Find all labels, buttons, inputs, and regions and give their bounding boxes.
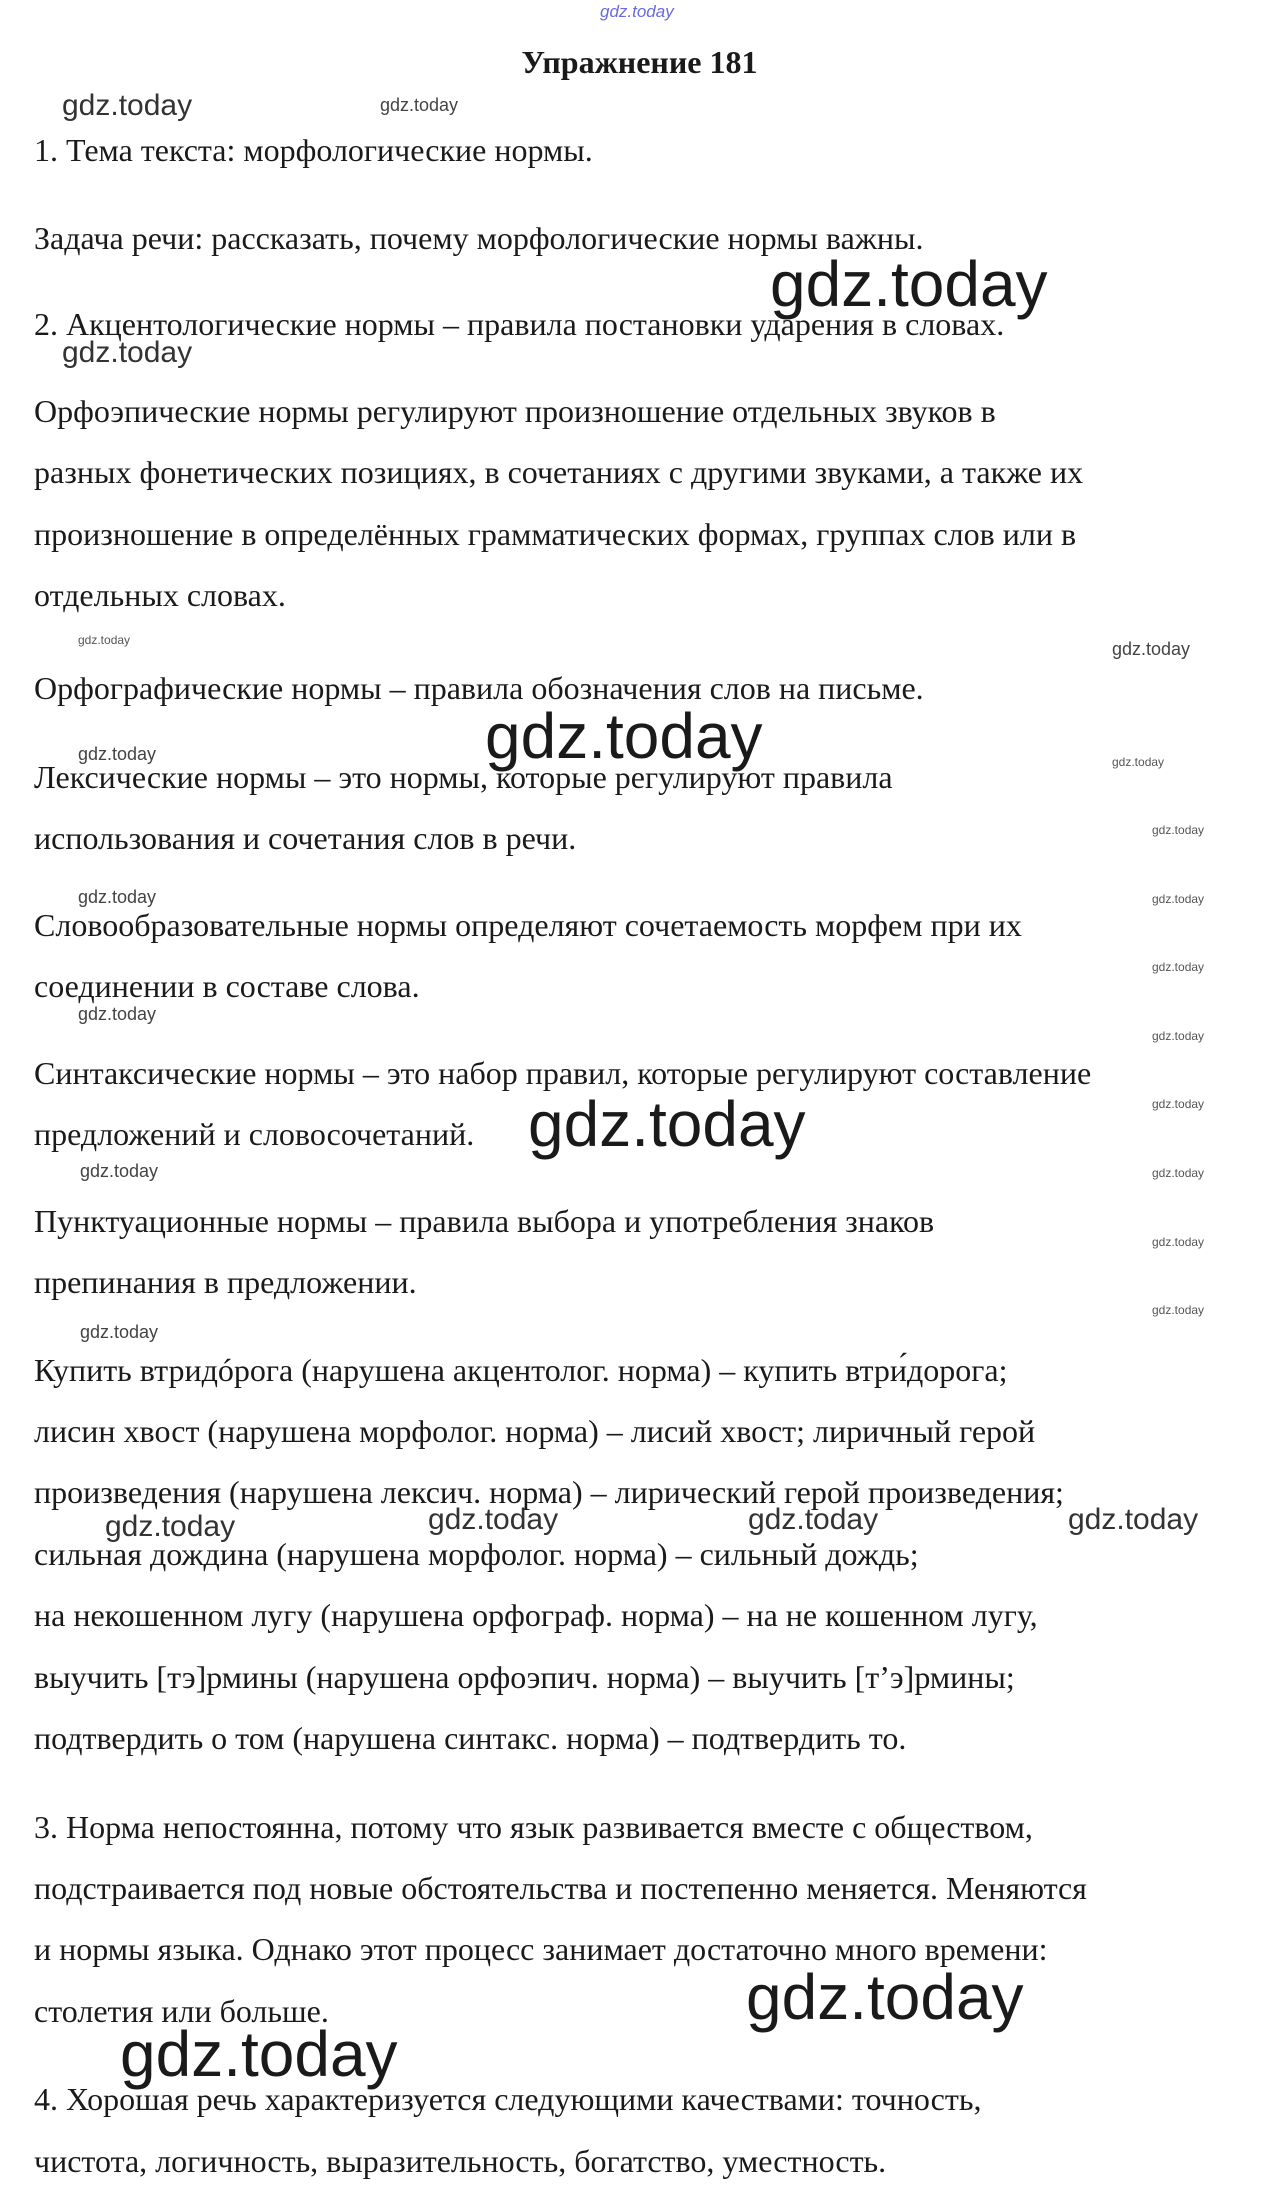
watermark: gdz.today [78,633,131,647]
text-line: Синтаксические нормы – это набор правил, которые регулируют составление [34,1055,1092,1091]
watermark: gdz.today [1152,892,1205,906]
watermark: gdz.today [1152,1029,1205,1043]
watermark: gdz.today [1152,960,1205,974]
text-line: подтвердить о том (нарушена синтакс. норма) – подтвердить то. [34,1720,907,1756]
watermark: gdz.today [1152,1166,1205,1180]
text-line: Орфографические нормы – правила обозначения слов на письме. [34,670,924,706]
watermark: gdz.today [105,1510,236,1543]
watermark: gdz.today [428,1503,559,1536]
text-line: чистота, логичность, выразительность, богатство, уместность. [34,2143,887,2179]
watermark: gdz.today [1068,1503,1199,1536]
watermark: gdz.today [80,1161,159,1181]
exercise-title: Упражнение 181 [521,44,758,80]
text-line: подстраивается под новые обстоятельства и постепенно меняется. Меняются [34,1870,1087,1906]
text-line: произведения (нарушена лексич. норма) – лирический герой произведения; [34,1474,1064,1510]
watermark: gdz.today [485,700,763,772]
text-line: столетия или больше. [34,1993,329,2029]
watermark: gdz.today [78,887,157,907]
text-line: Задача речи: рассказать, почему морфологические нормы важны. [34,220,924,256]
watermark: gdz.today [1112,755,1165,769]
watermark: gdz.today [1112,639,1191,659]
text-line: 3. Норма непостоянна, потому что язык развивается вместе с обществом, [34,1809,1033,1845]
text-line: Словообразовательные нормы определяют сочетаемость морфем при их [34,907,1022,943]
watermark: gdz.today [62,89,193,122]
text-line: препинания в предложении. [34,1264,417,1300]
text-line: 4. Хорошая речь характеризуется следующими качествами: точность, [34,2081,982,2117]
text-line: Пунктуационные нормы – правила выбора и употребления знаков [34,1203,935,1239]
text-line: и нормы языка. Однако этот процесс занимает достаточно много времени: [34,1931,1048,1967]
text-line: сильная дождина (нарушена морфолог. норма) – сильный дождь; [34,1536,919,1572]
watermark: gdz.today [1152,1303,1205,1317]
watermark: gdz.today [120,2018,398,2090]
text-line: Купить втридóрога (нарушена акцентолог. норма) – купить втри́дорога; [34,1352,1008,1388]
text-line: выучить [тэ]рмины (нарушена орфоэпич. норма) – выучить [т’э]рмины; [34,1659,1015,1695]
text-line: соединении в составе слова. [34,968,420,1004]
text-line: 2. Акцентологические нормы – правила постановки ударения в словах. [34,306,1005,342]
watermark: gdz.today [1152,1235,1205,1249]
text-line: произношение в определённых грамматических формах, группах слов или в [34,516,1077,552]
watermark-top: gdz.today [600,2,674,21]
text-line: отдельных словах. [34,577,286,613]
watermark: gdz.today [80,1322,159,1342]
text-line: Орфоэпические нормы регулируют произношение отдельных звуков в [34,393,996,429]
watermark: gdz.today [1152,823,1205,837]
watermark: gdz.today [748,1503,879,1536]
text-line: 1. Тема текста: морфологические нормы. [34,132,593,168]
watermark: gdz.today [528,1088,806,1160]
watermark: gdz.today [62,336,193,369]
watermark: gdz.today [78,744,157,764]
watermark: gdz.today [1152,1097,1205,1111]
text-line: лисин хвост (нарушена морфолог. норма) – лисий хвост; лиричный герой [34,1413,1036,1449]
watermark: gdz.today [746,1961,1024,2033]
text-line: разных фонетических позициях, в сочетаниях с другими звуками, а также их [34,454,1084,490]
watermark: gdz.today [770,248,1048,320]
text-line: на некошенном лугу (нарушена орфограф. норма) – на не кошенном лугу, [34,1597,1038,1633]
text-line: предложений и словосочетаний. [34,1116,475,1152]
watermark: gdz.today [78,1004,157,1024]
watermark: gdz.today [380,95,459,115]
text-line: использования и сочетания слов в речи. [34,820,577,856]
text-line: Лексические нормы – это нормы, которые регулируют правила [34,759,893,795]
